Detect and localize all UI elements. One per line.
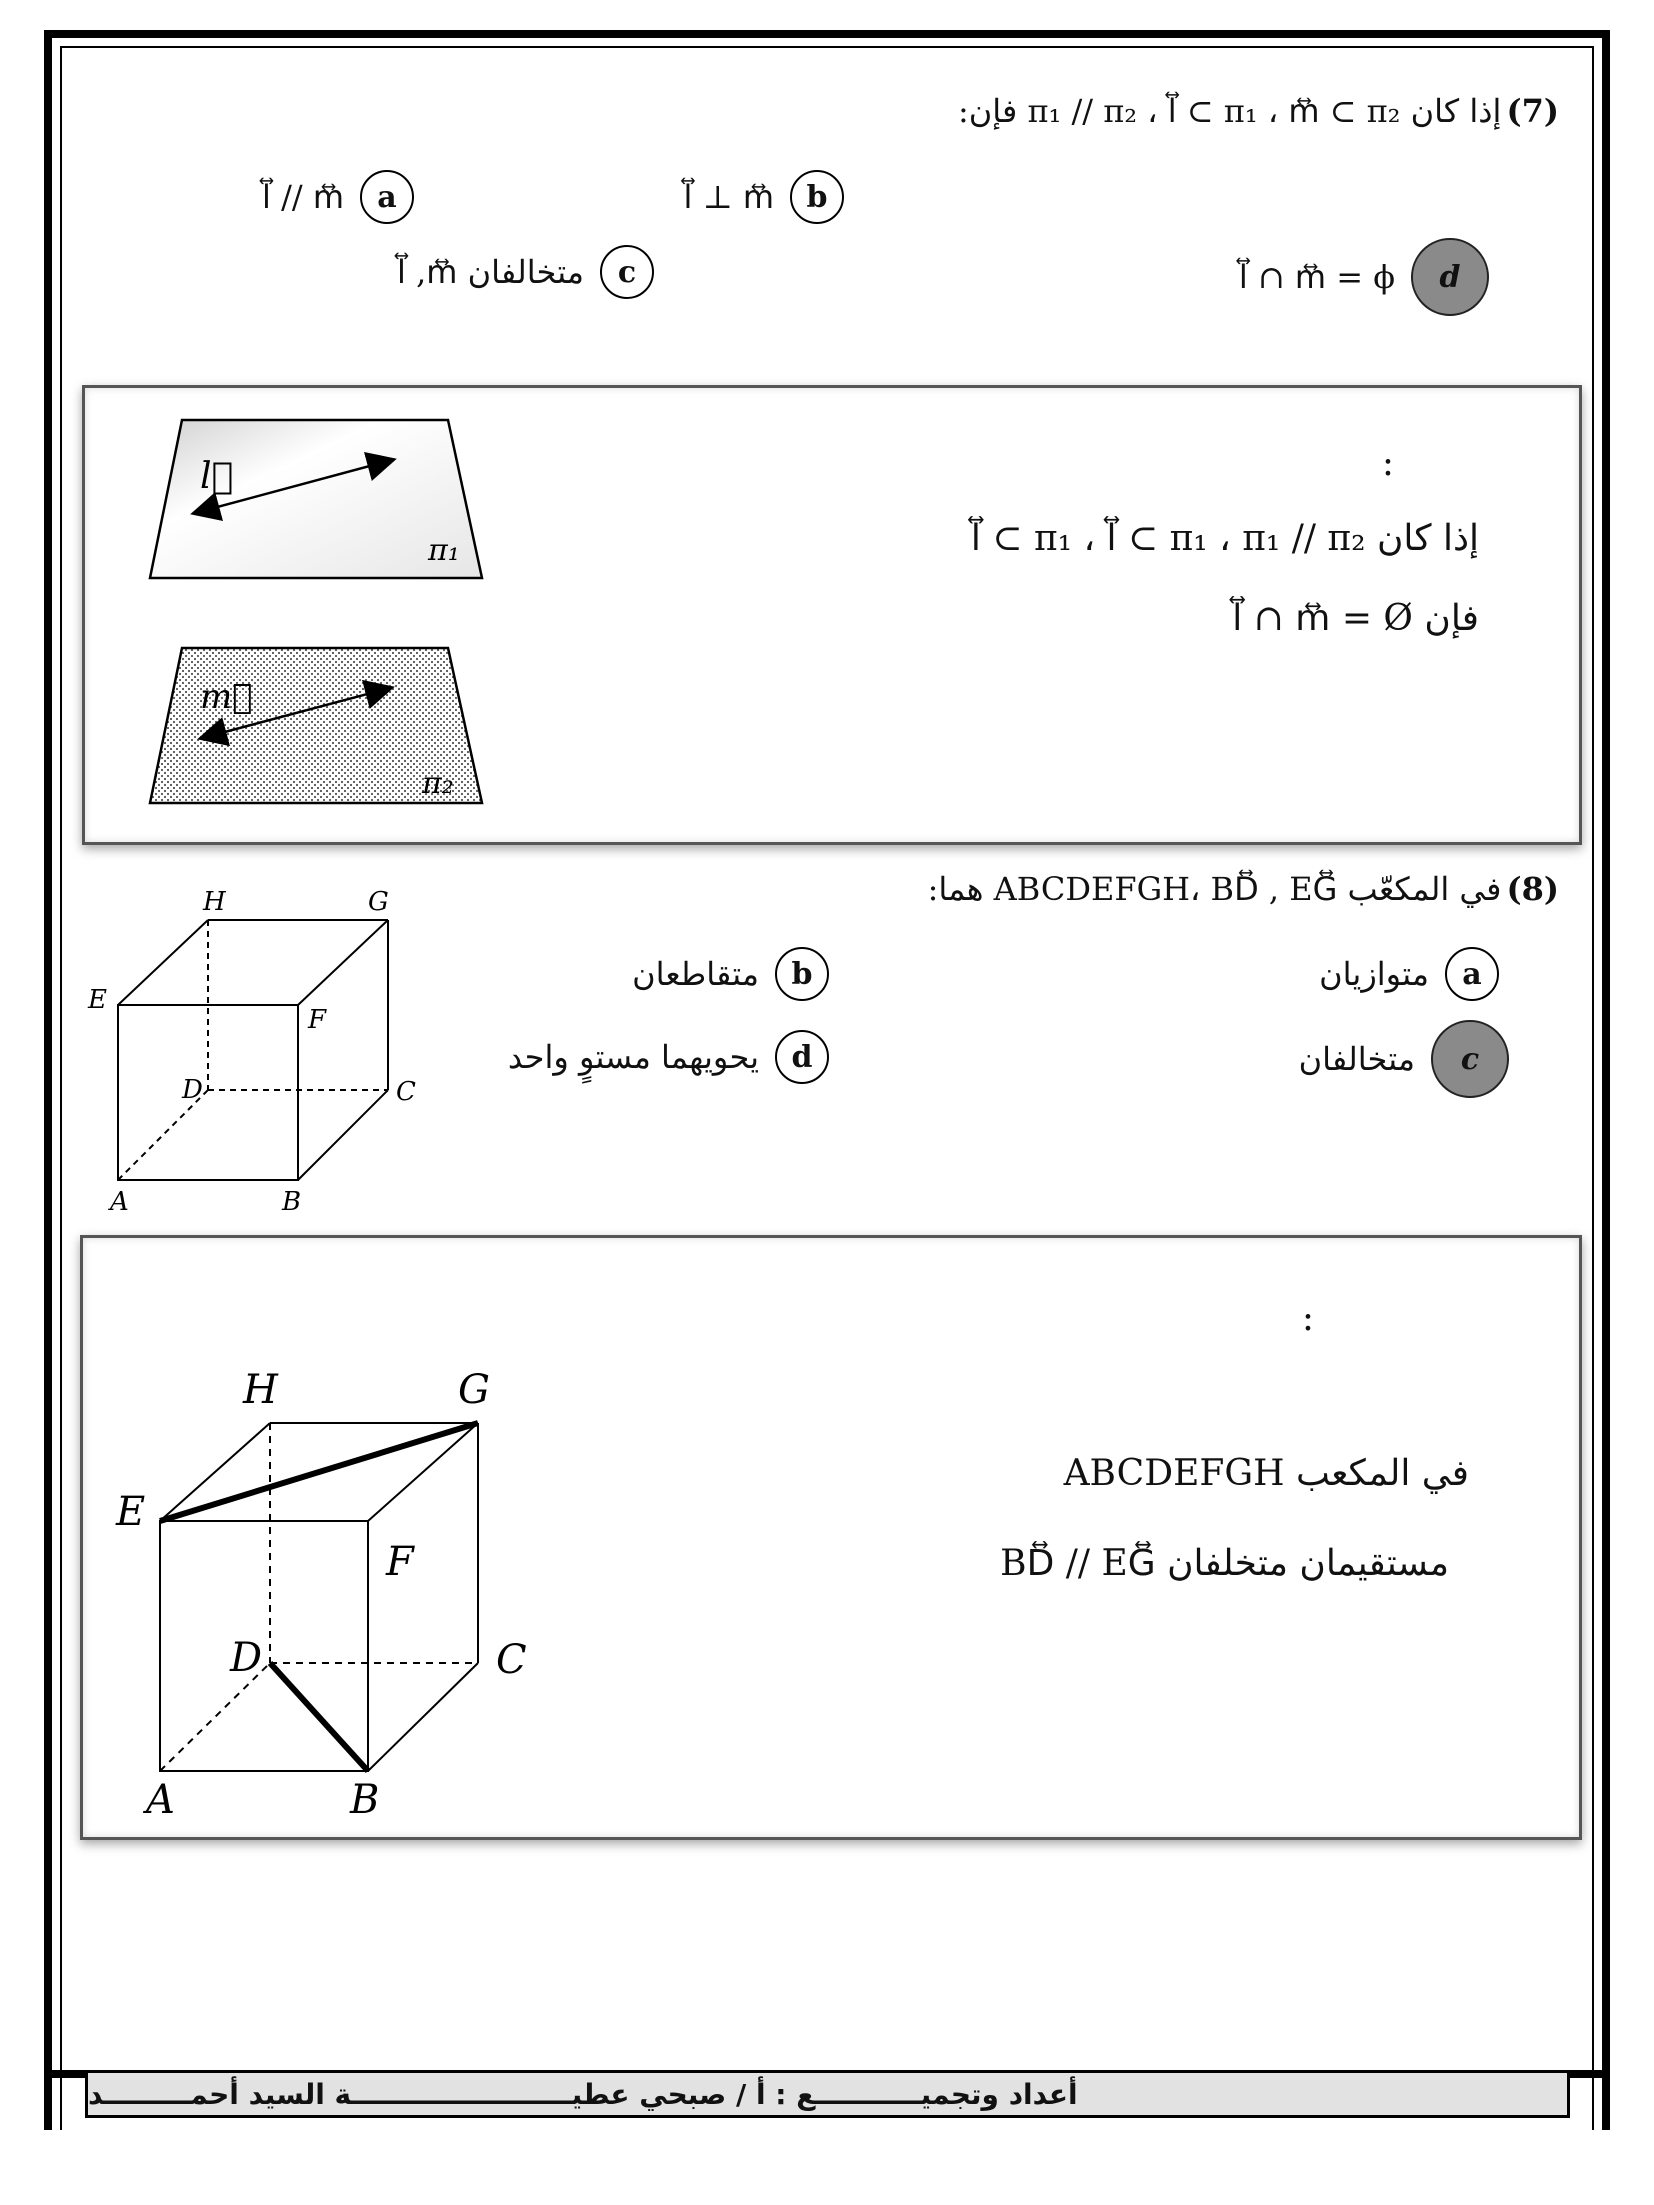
segment-eg — [160, 1423, 478, 1521]
q8-option-a-marker[interactable]: a — [1445, 947, 1499, 1001]
footer-credit-text: أعداد وتجميـــــــــــع : أ / صبحي عطيـــــــــــــــــــــــة السيد أحمـــــــــد — [88, 2077, 1078, 2111]
q8-option-a-text: متوازيان — [1319, 955, 1429, 993]
q8-option-d-marker[interactable]: d — [775, 1030, 829, 1084]
label-pi1: π₁ — [428, 533, 460, 568]
solution-7-line-2: فإن l⃡ ∩ m⃡ = Ø — [1232, 598, 1479, 639]
small-cube-label-h: H — [203, 887, 226, 917]
solution-8-colon: : — [1301, 1298, 1314, 1339]
q7-option-d-text: l⃡ ∩ m⃡ = ϕ — [1238, 258, 1395, 296]
large-cube-label-c: C — [496, 1637, 527, 1683]
small-cube-label-g: G — [368, 887, 389, 917]
large-cube-label-e: E — [116, 1489, 146, 1535]
label-pi2: π₂ — [422, 766, 454, 801]
large-cube-label-b: B — [350, 1777, 380, 1823]
q8-option-c-text: متخالفان — [1298, 1040, 1415, 1078]
q7-option-d-marker-selected[interactable]: d — [1411, 238, 1489, 316]
cube-figure-large — [98, 1263, 658, 1823]
q7-option-b[interactable] — [544, 170, 844, 224]
q7-option-a[interactable] — [114, 170, 414, 224]
label-l: l⃡ — [200, 456, 234, 497]
large-cube-label-g: G — [458, 1367, 490, 1413]
q7-option-c[interactable] — [354, 245, 654, 299]
q8-option-c-marker-selected[interactable]: c — [1431, 1020, 1509, 1098]
parallel-planes-figure — [130, 408, 570, 828]
q7-option-b-marker[interactable]: b — [790, 170, 844, 224]
small-cube-label-e: E — [88, 985, 107, 1015]
q7-option-d[interactable] — [1189, 238, 1489, 316]
q7-option-b-text: l⃡ ⊥ m⃡ — [683, 178, 774, 216]
large-cube-label-d: D — [230, 1635, 263, 1681]
q8-option-b[interactable] — [632, 947, 829, 1001]
question-8 — [928, 870, 1559, 908]
q7-option-a-marker[interactable]: a — [360, 170, 414, 224]
q8-option-d[interactable] — [508, 1030, 829, 1084]
footer-credit — [85, 2070, 1570, 2118]
q8-option-a[interactable] — [1319, 947, 1499, 1001]
large-cube-label-h: H — [243, 1367, 278, 1413]
q8-option-d-text: يحويهما مستوٍ واحد — [507, 1038, 759, 1076]
question-8-text: في المكعّب ABCDEFGH، BD⃡ , EG⃡ هما: — [927, 870, 1502, 908]
q8-option-b-marker[interactable]: b — [775, 947, 829, 1001]
solution-box-8 — [80, 1235, 1582, 1840]
q8-option-c[interactable] — [1299, 1020, 1509, 1098]
label-m: m⃡ — [200, 677, 253, 717]
small-cube-label-a: A — [110, 1187, 129, 1217]
solution-8-line-2: مستقيمان متخلفان BD⃡ // EG⃡ — [1000, 1543, 1449, 1584]
question-7 — [958, 92, 1559, 130]
small-cube-label-f: F — [308, 1005, 327, 1035]
large-cube-label-a: A — [146, 1777, 175, 1823]
question-7-number: (7) — [1506, 92, 1559, 130]
question-8-number: (8) — [1506, 870, 1559, 908]
cube-figure-small — [70, 880, 430, 1220]
question-7-text: إذا كان π₁ // π₂ ، l⃡ ⊂ π₁ ، m⃡ ⊂ π₂ فإن: — [957, 92, 1502, 130]
small-cube-label-c: C — [396, 1077, 416, 1107]
solution-box-7 — [82, 385, 1582, 845]
small-cube-label-b: B — [282, 1187, 302, 1217]
segment-bd — [270, 1663, 368, 1771]
q7-option-c-text: متخالفان l⃡ ,m⃡ — [397, 253, 584, 291]
q7-option-a-text: l⃡ // m⃡ — [262, 178, 344, 216]
large-cube-label-f: F — [386, 1539, 414, 1585]
q7-option-c-marker[interactable]: c — [600, 245, 654, 299]
solution-8-line-1: في المكعب ABCDEFGH — [1063, 1453, 1469, 1494]
solution-7-line-1: إذا كان l⃡ ⊂ π₁ ، l⃡ ⊂ π₁ ، π₁ // π₂ — [970, 518, 1479, 559]
solution-7-colon: : — [1381, 443, 1394, 484]
small-cube-label-d: D — [182, 1075, 203, 1105]
q8-option-b-text: متقاطعان — [632, 955, 759, 993]
